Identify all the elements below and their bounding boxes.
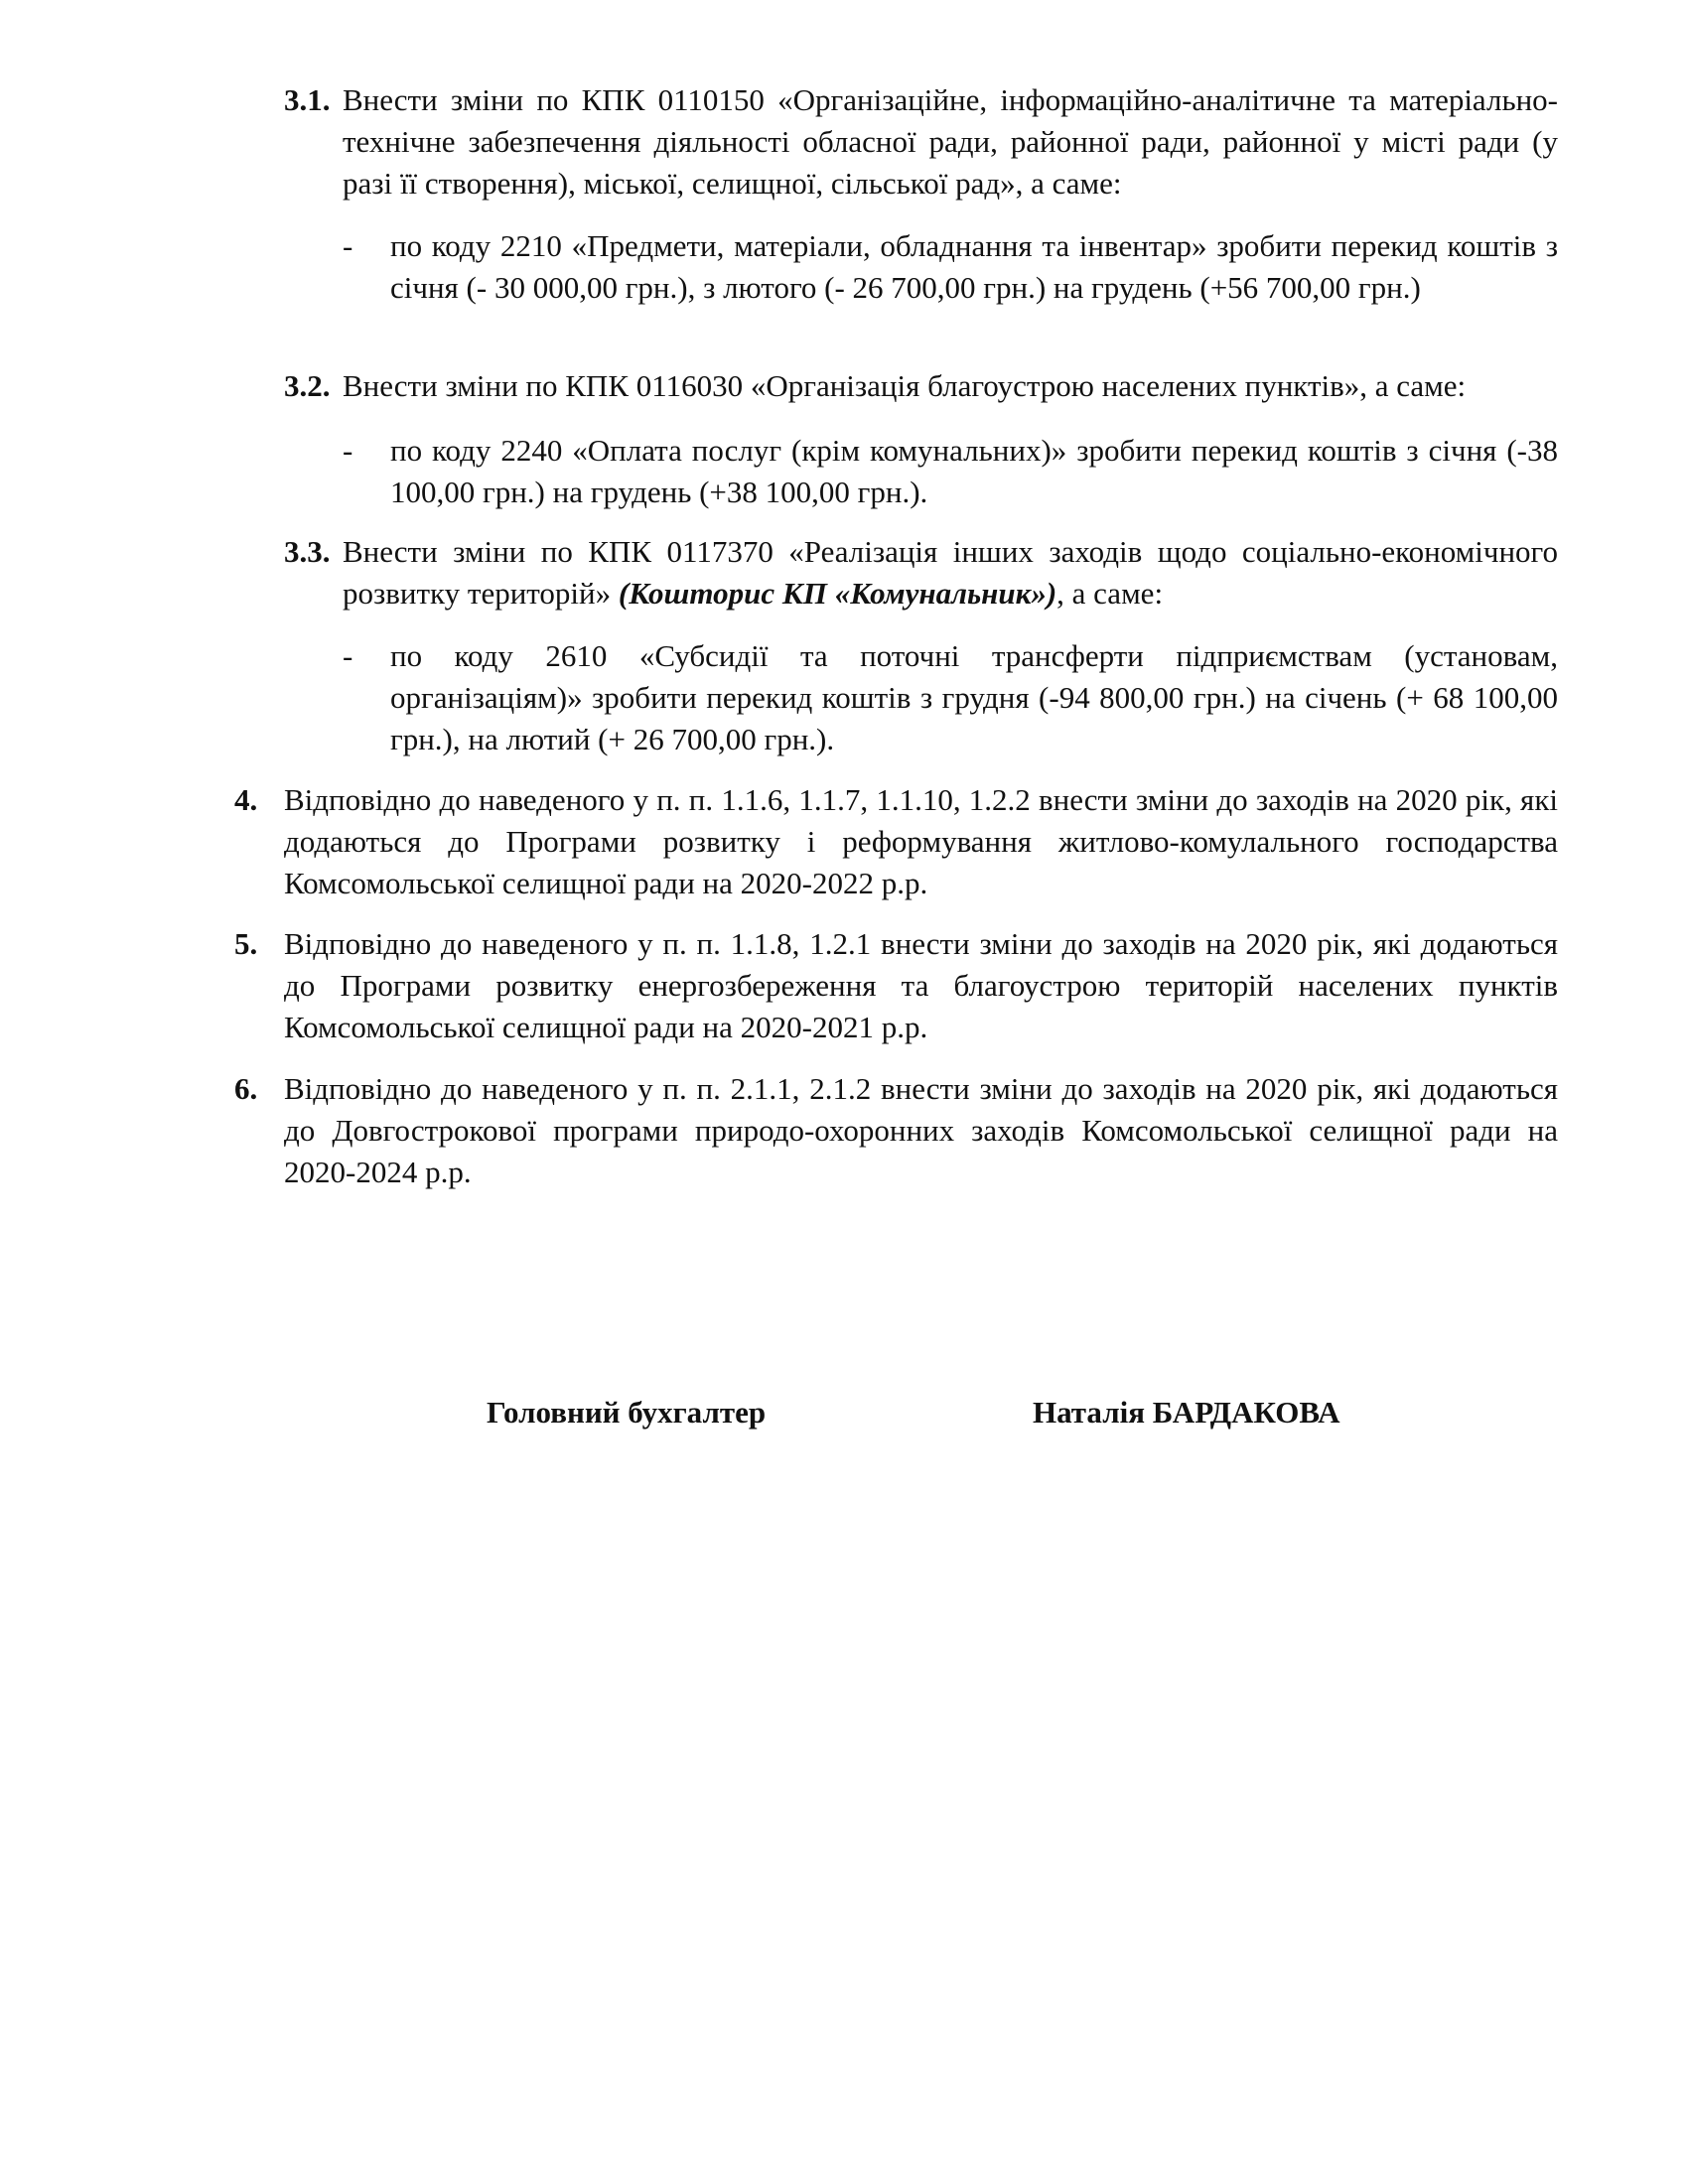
item-number-5: 5. <box>234 926 258 961</box>
item-number-3-3: 3.3. <box>284 534 331 569</box>
item-text-3-3 <box>343 531 1558 614</box>
item-text-3-3-emphasis: (Кошторис КП «Комунальник») <box>618 576 1057 611</box>
signature-name: Наталія БАРДАКОВА <box>1033 1395 1340 1430</box>
item-number-4: 4. <box>234 782 258 817</box>
bullet-text-3-1: по коду 2210 «Предмети, матеріали, обладнання та інвентар» зробити перекид коштів з січня (- 30 000,00 грн.), з лютого (- 26 700,00 грн.) на грудень (+56 700,00 грн.) <box>390 228 1558 305</box>
item-number-3-2: 3.2. <box>284 368 331 403</box>
bullet-text-3-2: по коду 2240 «Оплата послуг (крім комунальних)» зробити перекид коштів з січня (-38 100,00 грн.) на грудень (+38 100,00 грн.). <box>390 433 1558 509</box>
item-text-3-3-main: Внести зміни по КПК 0117370 «Реалізація інших заходів щодо соціально-економічного розвитку територій» <box>343 534 1558 611</box>
bullet-marker-3-1: - <box>343 228 353 263</box>
item-number-3-1: 3.1. <box>284 82 331 117</box>
bullet-marker-3-3: - <box>343 638 353 673</box>
signature-position: Головний бухгалтер <box>487 1395 767 1430</box>
item-number-6: 6. <box>234 1071 258 1106</box>
item-text-6: Відповідно до наведеного у п. п. 2.1.1, 2.1.2 внести зміни до заходів на 2020 рік, які додаються до Довгострокової програми природо-охоронних заходів Комсомольської селищної ради на 2020-2024 р.р. <box>284 1071 1558 1189</box>
item-text-3-1: Внести зміни по КПК 0110150 «Організаційне, інформаційно-аналітичне та матеріально-технічне забезпечення діяльності обласної ради, районної ради, районної у місті ради (у разі її створення), міської, селищної, сільської рад», а саме: <box>343 82 1558 201</box>
bullet-text-3-3: по коду 2610 «Субсидії та поточні трансферти підприємствам (установам, організаціям)» зробити перекид коштів з грудня (-94 800,00 грн.) на січень (+ 68 100,00 грн.), на лютий (+ 26 700,00 грн.). <box>390 638 1558 756</box>
item-text-5: Відповідно до наведеного у п. п. 1.1.8, 1.2.1 внести зміни до заходів на 2020 рік, які додаються до Програми розвитку енергозбереження та благоустрою територій населених пунктів Комсомольської селищної ради на 2020-2021 р.р. <box>284 926 1558 1044</box>
item-text-4: Відповідно до наведеного у п. п. 1.1.6, 1.1.7, 1.1.10, 1.2.2 внести зміни до заходів на 2020 рік, які додаються до Програми розвитку і реформування житлово-комулального господарства Комсомольської селищної ради на 2020-2022 р.р. <box>284 782 1558 900</box>
item-text-3-3-tail: , а саме: <box>1056 576 1164 611</box>
bullet-marker-3-2: - <box>343 433 353 468</box>
item-text-3-2: Внести зміни по КПК 0116030 «Організація благоустрою населених пунктів», а саме: <box>343 368 1467 403</box>
